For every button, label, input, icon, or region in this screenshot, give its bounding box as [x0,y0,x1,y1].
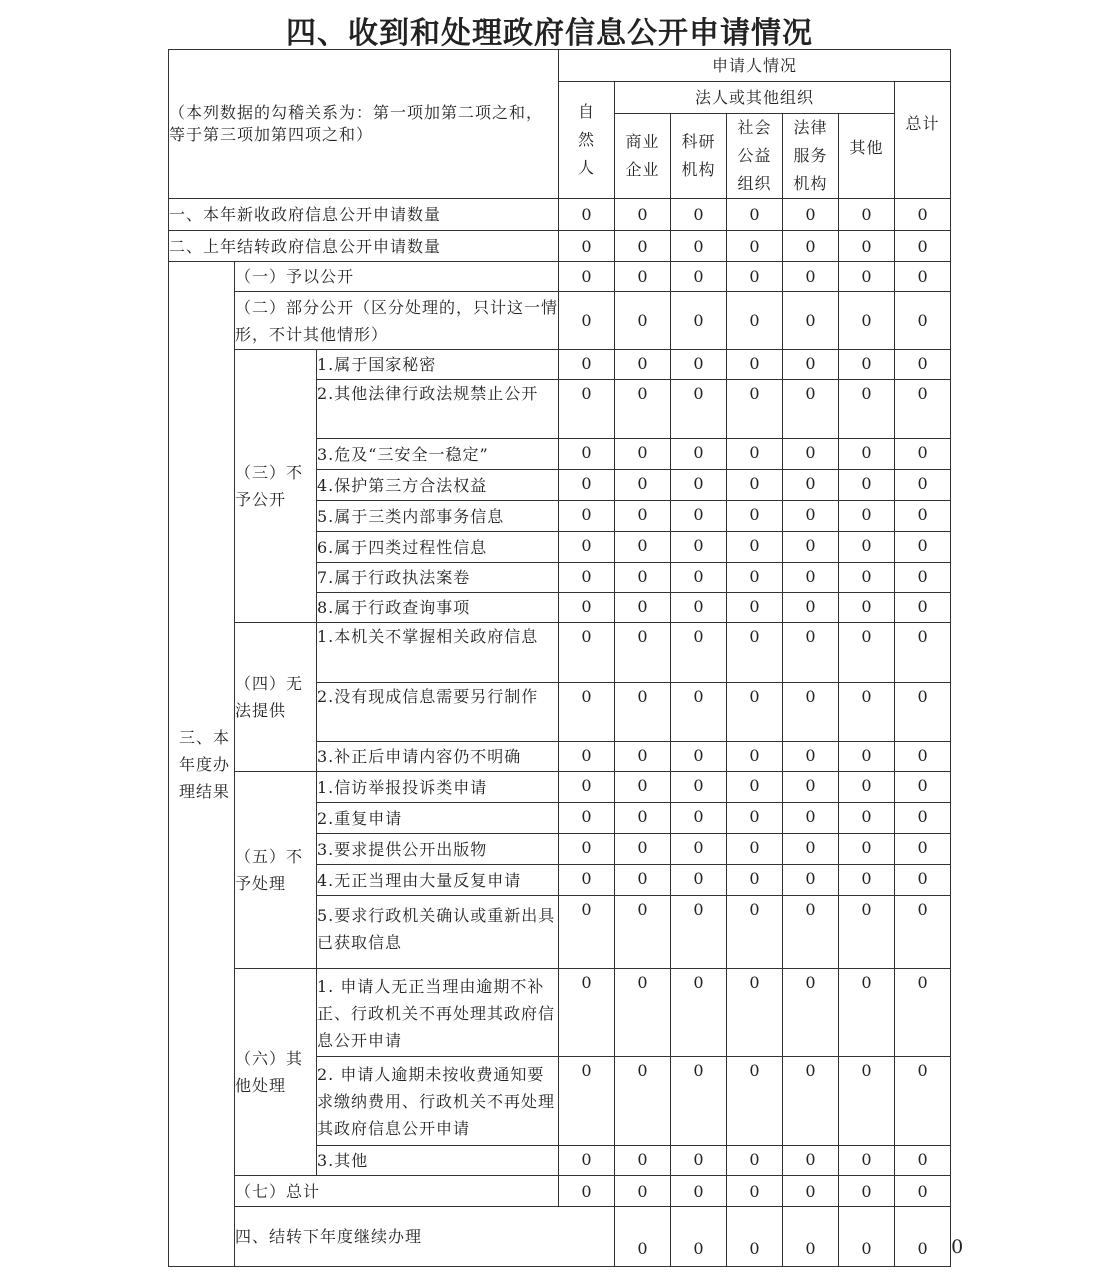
value-cell: 0 [671,742,727,772]
value-cell: 0 [839,623,895,683]
header-total: 总计 [895,82,951,199]
value-cell: 0 [615,969,671,1057]
value-cell: 0 [727,593,783,623]
value-cell: 0 [615,532,671,563]
value-cell: 0 [559,439,615,470]
header-business: 商业企业 [615,114,671,199]
value-cell: 0 [615,231,671,262]
value-cell: 0 [839,742,895,772]
value-cell: 0 [727,1207,783,1267]
value-cell: 0 [839,350,895,380]
value-cell: 0 [895,563,951,593]
value-cell: 0 [895,532,951,563]
value-cell: 0 [671,896,727,969]
value-cell: 0 [727,262,783,292]
value-cell: 0 [783,380,839,439]
value-cell: 0 [839,470,895,501]
row-label-next-year: 四、结转下年度继续办理 [235,1207,615,1267]
value-cell: 0 [615,593,671,623]
value-cell: 0 [895,350,951,380]
value-cell: 0 [727,292,783,350]
value-cell: 0 [839,834,895,865]
value-cell: 0 [783,683,839,742]
value-cell: 0 [671,1207,727,1267]
row-label-results: 三、本年度办理结果 [169,262,235,1267]
value-cell: 0 [839,231,895,262]
value-cell: 0 [895,199,951,231]
value-cell: 0 [895,231,951,262]
value-cell: 0 [615,772,671,803]
value-cell: 0 [895,772,951,803]
value-cell: 0 [671,683,727,742]
value-cell: 0 [671,865,727,896]
value-cell: 0 [559,969,615,1057]
value-cell: 0 [727,439,783,470]
value-cell: 0 [615,501,671,532]
value-cell: 0 [783,593,839,623]
value-cell: 0 [839,593,895,623]
row-label: 3.要求提供公开出版物 [317,834,559,865]
value-cell: 0 [727,1057,783,1146]
row-label-public: （一）予以公开 [235,262,559,292]
application-statistics-table: （本列数据的勾稽关系为：第一项加第二项之和，等于第三项加第四项之和） 申请人情况 自然人 法人或其他组织 总计 商业企业 科研机构 社会公益组织 法律服务机构 其他 一、本年新收政府信息公开申请数量 0 0 0 0 0 0 0 二、上年结转政府信息公开申请数量 0 0 0 0 0 0 0 三、本年度办理结果 （一）予以公开 0 0 0 0 0 0 0 （二）部分公开（区分处理的，只计这一情形，不计其他情形） 0 0 0 0 0 0 0 （三）不予公开 1.属于国家秘密 0 0 0 0 0 0 0 2.其他法律行政法规禁止公开 0 0 0 0 0 0 0 3.危及“三安全一稳定” 0 0 0 0 0 0 0 4.保护第三方合法权益 0 0 0 0 0 0 0 5.属于三类内部事务信息 0 0 0 0 0 0 0 6.属于四类过程性信息 0 0 0 0 0 0 0 7.属于行政执法案卷 0 0 0 0 0 0 0 8.属于行政查询事项 0 0 0 0 0 0 0 （四）无法提供 1.本机关不掌握相关政府信息 0 0 0 0 0 0 0 2.没有现成信息需要另行制作 0 0 0 0 0 0 0 3.补正后申请内容仍不明确 0 0 0 0 0 0 0 （五）不予处理 1.信访举报投诉类申请 0 0 0 0 0 0 0 2.重复申请 0 0 0 0 0 0 0 3.要求提供公开出版物 0 0 0 0 0 0 0 4.无正当理由大量反复申请 0 0 0 0 0 0 0 5.要求行政机关确认或重新出具已获取信息 0 0 0 0 0 0 0 （六）其他处理 1. 申请人无正当理由逾期不补正、行政机关不再处理其政府信息公开申请 0 0 0 0 0 0 0 2. 申请人逾期未按收费通知要求缴纳费用、行政机关不再处理其政府信息公开申请 0 0 0 0 0 0 0 3.其他 0 0 0 0 0 0 0 （七）总计 0 0 0 0 0 0 0 四、结转下年度继续办理 0 0 0 0 0 0 0 [168,49,951,1267]
value-cell: 0 [895,262,951,292]
value-cell: 0 [895,1146,951,1176]
value-cell: 0 [615,470,671,501]
value-cell: 0 [615,350,671,380]
value-cell: 0 [895,292,951,350]
value-cell: 0 [559,772,615,803]
value-cell: 0 [727,563,783,593]
header-research: 科研机构 [671,114,727,199]
value-cell: 0 [895,969,951,1057]
value-cell: 0 [895,439,951,470]
value-cell: 0 [783,742,839,772]
value-cell: 0 [559,896,615,969]
value-cell: 0 [559,1176,615,1207]
value-cell: 0 [671,439,727,470]
row-label: 5.属于三类内部事务信息 [317,501,559,532]
value-cell: 0 [727,896,783,969]
header-legal-entity: 法人或其他组织 [615,82,895,114]
value-cell: 0 [615,1146,671,1176]
value-cell: 0 [895,593,951,623]
value-cell: 0 [727,199,783,231]
group-label-cannot-provide: （四）无法提供 [235,623,317,772]
row-label: 2.其他法律行政法规禁止公开 [317,380,559,439]
value-cell: 0 [727,231,783,262]
value-cell: 0 [727,350,783,380]
value-cell: 0 [783,623,839,683]
value-cell: 0 [783,470,839,501]
group-label-not-public: （三）不予公开 [235,350,317,623]
row-label: 3.其他 [317,1146,559,1176]
value-cell: 0 [895,683,951,742]
value-cell: 0 [895,380,951,439]
header-other: 其他 [839,114,895,199]
value-cell: 0 [559,380,615,439]
value-cell: 0 [671,623,727,683]
value-cell: 0 [783,1176,839,1207]
row-label: 2.重复申请 [317,803,559,834]
value-cell: 0 [727,772,783,803]
value-cell: 0 [615,380,671,439]
value-cell: 0 [895,834,951,865]
value-cell: 0 [783,292,839,350]
value-cell: 0 [615,1176,671,1207]
value-cell: 0 [559,1057,615,1146]
value-cell: 0 [839,896,895,969]
value-cell: 0 [615,199,671,231]
value-cell: 0 [559,350,615,380]
value-cell: 0 [839,380,895,439]
value-cell: 0 [671,803,727,834]
value-cell: 0 [671,1146,727,1176]
header-legal-service: 法律服务机构 [783,114,839,199]
value-cell: 0 [783,1057,839,1146]
value-cell: 0 [671,470,727,501]
value-cell: 0 [615,896,671,969]
value-cell: 0 [559,501,615,532]
row-label: 2.没有现成信息需要另行制作 [317,683,559,742]
value-cell: 0 [727,834,783,865]
row-label: 3.危及“三安全一稳定” [317,439,559,470]
row-label: 4.无正当理由大量反复申请 [317,865,559,896]
value-cell: 0 [559,262,615,292]
value-cell: 0 [559,623,615,683]
row-label: 3.补正后申请内容仍不明确 [317,742,559,772]
value-cell: 0 [559,742,615,772]
value-cell: 0 [559,563,615,593]
row-label: 6.属于四类过程性信息 [317,532,559,563]
value-cell: 0 [783,532,839,563]
header-social: 社会公益组织 [727,114,783,199]
value-cell: 0 [615,262,671,292]
value-cell: 0 [615,563,671,593]
value-cell: 0 [895,501,951,532]
value-cell: 0 [727,742,783,772]
row-label-carry: 二、上年结转政府信息公开申请数量 [169,231,559,262]
header-natural-person: 自然人 [559,82,615,199]
value-cell: 0 [895,865,951,896]
value-cell: 0 [783,439,839,470]
value-cell: 0 [559,803,615,834]
value-cell: 0 [671,199,727,231]
value-cell: 0 [839,969,895,1057]
value-cell: 0 [783,262,839,292]
value-cell: 0 [727,380,783,439]
value-cell: 0 [839,199,895,231]
value-cell: 0 [839,1207,895,1267]
value-cell: 0 [839,1176,895,1207]
value-cell: 0 [615,742,671,772]
value-cell: 0 [671,350,727,380]
value-cell: 0 [895,896,951,969]
value-cell: 0 [783,896,839,969]
value-cell: 0 [671,593,727,623]
value-cell: 0 [671,501,727,532]
header-applicant: 申请人情况 [559,50,951,82]
value-cell: 0 [839,1146,895,1176]
value-cell: 0 [559,470,615,501]
value-cell: 0 [727,623,783,683]
value-cell: 0 [671,1176,727,1207]
value-cell: 0 [559,865,615,896]
value-cell: 0 [839,532,895,563]
value-cell: 0 [559,593,615,623]
value-cell: 0 [615,1207,671,1267]
row-label-new: 一、本年新收政府信息公开申请数量 [169,199,559,231]
value-cell: 0 [839,803,895,834]
value-cell: 0 [559,532,615,563]
value-cell: 0 [783,1146,839,1176]
value-cell: 0 [895,1176,951,1207]
value-cell: 0 [671,1057,727,1146]
value-cell: 0 [839,563,895,593]
value-cell: 0 [727,803,783,834]
value-cell: 0 [671,969,727,1057]
value-cell: 0 [783,803,839,834]
value-cell: 0 [671,231,727,262]
value-cell: 0 [615,623,671,683]
value-cell: 0 [895,623,951,683]
value-cell: 0 [783,1207,839,1267]
value-cell: 0 [615,292,671,350]
value-cell: 0 [895,1057,951,1146]
row-label: 4.保护第三方合法权益 [317,470,559,501]
value-cell: 0 [783,350,839,380]
row-label: 1.本机关不掌握相关政府信息 [317,623,559,683]
value-cell: 0 [839,683,895,742]
value-cell: 0 [783,199,839,231]
value-cell: 0 [671,772,727,803]
value-cell: 0 [615,834,671,865]
row-label-partial: （二）部分公开（区分处理的，只计这一情形，不计其他情形） [235,292,559,350]
value-cell: 0 [727,865,783,896]
row-label: 1. 申请人无正当理由逾期不补正、行政机关不再处理其政府信息公开申请 [317,969,559,1057]
value-cell: 0 [671,532,727,563]
value-cell: 0 [615,683,671,742]
value-cell: 0 [727,1146,783,1176]
row-label: 2. 申请人逾期未按收费通知要求缴纳费用、行政机关不再处理其政府信息公开申请 [317,1057,559,1146]
value-cell: 0 [839,1057,895,1146]
row-label: 1.属于国家秘密 [317,350,559,380]
row-label: 1.信访举报投诉类申请 [317,772,559,803]
value-cell: 0 [839,292,895,350]
value-cell: 0 [559,292,615,350]
value-cell: 0 [839,439,895,470]
value-cell: 0 [895,803,951,834]
value-cell: 0 [783,231,839,262]
value-cell: 0 [783,501,839,532]
value-cell: 0 [895,1207,951,1267]
value-cell: 0 [727,470,783,501]
value-cell: 0 [671,262,727,292]
page-title: 四、收到和处理政府信息公开申请情况 [286,16,813,51]
value-cell: 0 [559,231,615,262]
value-cell: 0 [615,803,671,834]
value-cell: 0 [895,470,951,501]
value-cell: 0 [559,199,615,231]
value-cell: 0 [727,532,783,563]
group-label-not-processed: （五）不予处理 [235,772,317,969]
value-cell: 0 [895,742,951,772]
value-cell: 0 [727,501,783,532]
value-cell: 0 [783,563,839,593]
value-cell: 0 [615,865,671,896]
header-note: （本列数据的勾稽关系为：第一项加第二项之和，等于第三项加第四项之和） [169,50,559,199]
row-label: 8.属于行政查询事项 [317,593,559,623]
value-cell: 0 [559,683,615,742]
row-label: 5.要求行政机关确认或重新出具已获取信息 [317,896,559,969]
value-cell: 0 [727,1176,783,1207]
value-cell: 0 [839,262,895,292]
row-label-subtotal: （七）总计 [235,1176,559,1207]
value-cell: 0 [671,380,727,439]
row-label: 7.属于行政执法案卷 [317,563,559,593]
value-cell: 0 [839,501,895,532]
value-cell: 0 [727,683,783,742]
value-cell: 0 [671,834,727,865]
value-cell: 0 [615,439,671,470]
value-cell: 0 [783,772,839,803]
value-cell: 0 [615,1057,671,1146]
group-label-other-processing: （六）其他处理 [235,969,317,1176]
value-cell: 0 [559,1146,615,1176]
value-cell: 0 [559,834,615,865]
value-cell: 0 [783,865,839,896]
value-cell: 0 [839,865,895,896]
value-cell: 0 [671,292,727,350]
value-cell: 0 [727,969,783,1057]
value-cell: 0 [839,772,895,803]
value-cell: 0 [783,969,839,1057]
value-cell: 0 [671,563,727,593]
value-cell: 0 [783,834,839,865]
